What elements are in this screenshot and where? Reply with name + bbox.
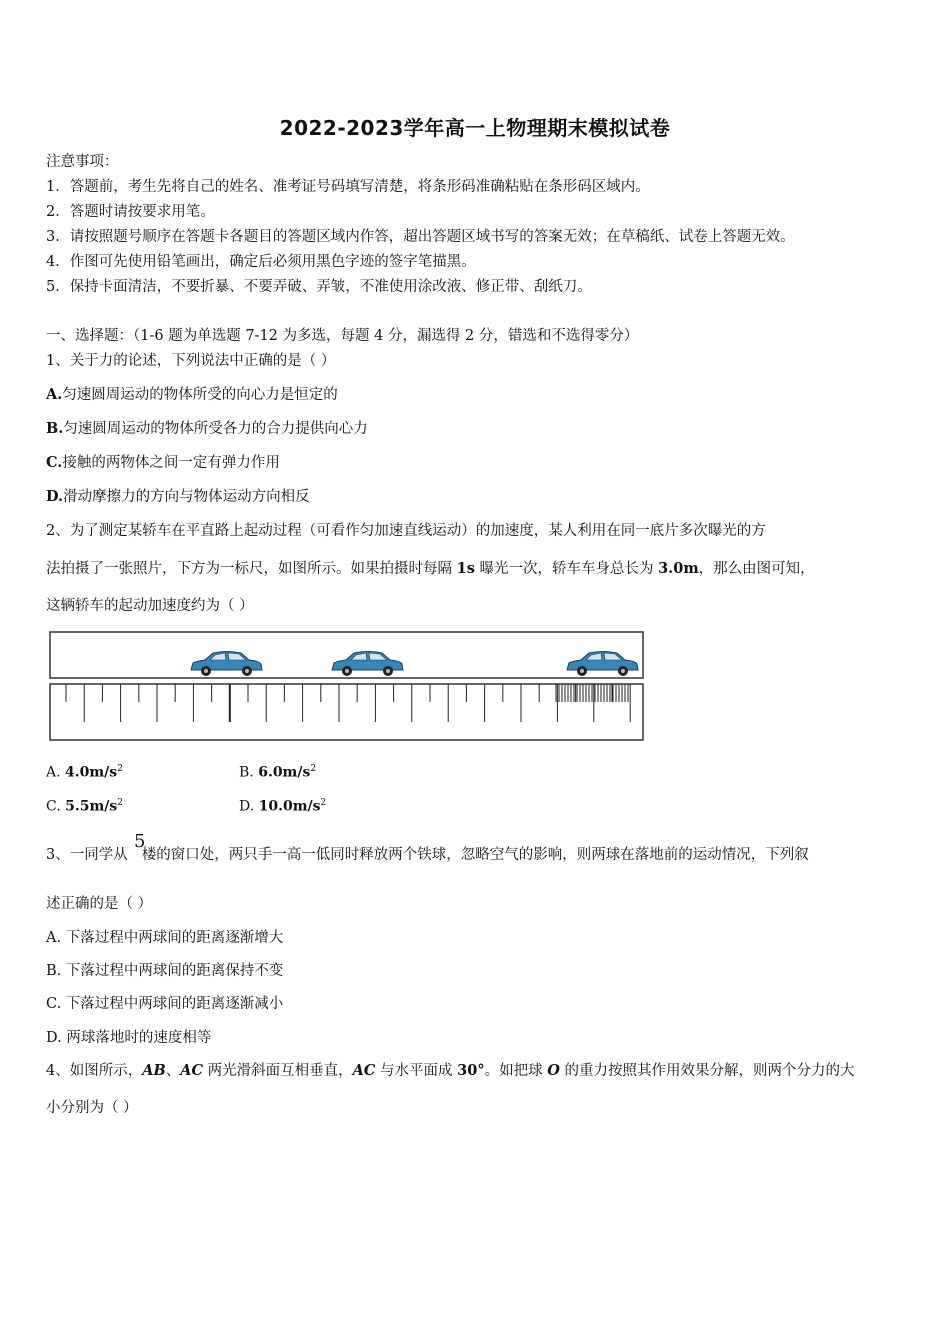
q3-option-b: B. 下落过程中两球间的距离保持不变 <box>46 963 284 979</box>
q3-stem-line2: 述正确的是（ ） <box>46 896 153 912</box>
text: 3、一同学从 <box>46 847 128 863</box>
notice-heading: 注意事项： <box>46 154 119 170</box>
text: 、 <box>165 1063 181 1079</box>
superscript: 2 <box>117 798 124 808</box>
option-label: D. <box>239 798 259 815</box>
section-heading: 一、选择题：（1-6 题为单选题 7-12 为多选，每题 4 分，漏选得 2 分，错选和不选得零分） <box>46 328 639 344</box>
text: 。如把球 <box>484 1063 548 1079</box>
text: 曝光一次，轿车车身总长为 <box>474 561 659 577</box>
q2-stem-line1: 2、为了测定某轿车在平直路上起动过程（可看作匀加速直线运动）的加速度，某人利用在同一底片多次曝光的方 <box>46 523 766 539</box>
option-label: B. <box>239 764 259 781</box>
length-value: 3.0m <box>658 560 699 577</box>
car-ruler-figure <box>48 630 646 744</box>
q2-stem-line2 <box>46 559 815 579</box>
math: O <box>547 1062 560 1079</box>
option-label: A. <box>46 764 66 781</box>
interval-value: 1s <box>456 560 475 577</box>
text: 两光滑斜面互相垂直， <box>203 1063 353 1079</box>
q2-option-b <box>239 764 316 781</box>
q2-option-c <box>46 798 123 815</box>
text: 的重力按照其作用效果分解，则两个分力的大 <box>559 1063 855 1079</box>
option-label: C. <box>46 798 66 815</box>
superscript: 2 <box>320 798 327 808</box>
superscript: 2 <box>310 764 317 774</box>
notice-item-2: 2．答题时请按要求用笔。 <box>46 204 215 220</box>
notice-item-5: 5．保持卡面清洁，不要折暴、不要弄破、弄皱，不准使用涂改液、修正带、刮纸刀。 <box>46 279 592 295</box>
option-value: 10.0m/s <box>258 798 321 815</box>
option-label: B. <box>46 420 64 437</box>
q2-stem-line3: 这辆轿车的起动加速度约为（ ） <box>46 598 254 614</box>
option-value: 4.0m/s <box>65 764 118 781</box>
q4-stem-line1 <box>46 1061 854 1081</box>
q1-option-c <box>46 453 280 473</box>
q4-stem-line2: 小分别为（ ） <box>46 1100 138 1116</box>
superscript: 2 <box>117 764 123 774</box>
q3-option-d: D. 两球落地时的速度相等 <box>46 1030 212 1046</box>
option-text: 滑动摩擦力的方向与物体运动方向相反 <box>63 489 310 505</box>
q2-option-d <box>239 798 326 815</box>
text: 4、如图所示， <box>46 1063 143 1079</box>
option-label: A. <box>46 386 63 403</box>
q1-stem: 1、关于力的论述，下列说法中正确的是（ ） <box>46 353 336 369</box>
option-text: 匀速圆周运动的物体所受各力的合力提供向心力 <box>63 421 368 437</box>
option-label: C. <box>46 454 63 471</box>
notice-item-4: 4．作图可先使用铅笔画出，确定后必须用黑色字迹的签字笔描黑。 <box>46 254 476 270</box>
math: AC <box>352 1062 376 1079</box>
q1-option-b <box>46 419 368 439</box>
notice-item-1: 1．答题前，考生先将自己的姓名、准考证号码填写清楚，将条形码准确粘贴在条形码区域内。 <box>46 179 650 195</box>
q3-option-a: A. 下落过程中两球间的距离逐渐增大 <box>46 930 284 946</box>
math: AC <box>180 1062 204 1079</box>
text: ，那么由图可知， <box>698 561 815 577</box>
floor-number: 5 <box>134 831 146 852</box>
notice-item-3: 3．请按照题号顺序在答题卡各题目的答题区域内作答，超出答题区域书写的答案无效；在草稿纸、试卷上答题无效。 <box>46 229 795 245</box>
q1-option-a <box>46 385 338 405</box>
option-value: 6.0m/s <box>258 764 311 781</box>
option-label: D. <box>46 488 64 505</box>
text: 楼的窗口处，两只手一高一低同时释放两个铁球，忽略空气的影响，则两球在落地前的运动情况，下列叙 <box>141 847 809 863</box>
exam-title: 2022-2023学年高一上物理期末模拟试卷 <box>279 116 671 140</box>
q3-stem-line1 <box>46 845 809 865</box>
q2-option-a <box>46 764 123 781</box>
math: AB <box>142 1062 166 1079</box>
option-text: 匀速圆周运动的物体所受的向心力是恒定的 <box>62 387 338 403</box>
text: 与水平面成 <box>375 1063 458 1079</box>
option-text: 接触的两物体之间一定有弹力作用 <box>62 455 280 471</box>
option-value: 5.5m/s <box>65 798 118 815</box>
text: 法拍摄了一张照片，下方为一标尺，如图所示。如果拍摄时每隔 <box>46 561 457 577</box>
q3-option-c: C. 下落过程中两球间的距离逐渐减小 <box>46 996 284 1012</box>
q1-option-d <box>46 487 310 507</box>
math: 30° <box>457 1062 485 1079</box>
